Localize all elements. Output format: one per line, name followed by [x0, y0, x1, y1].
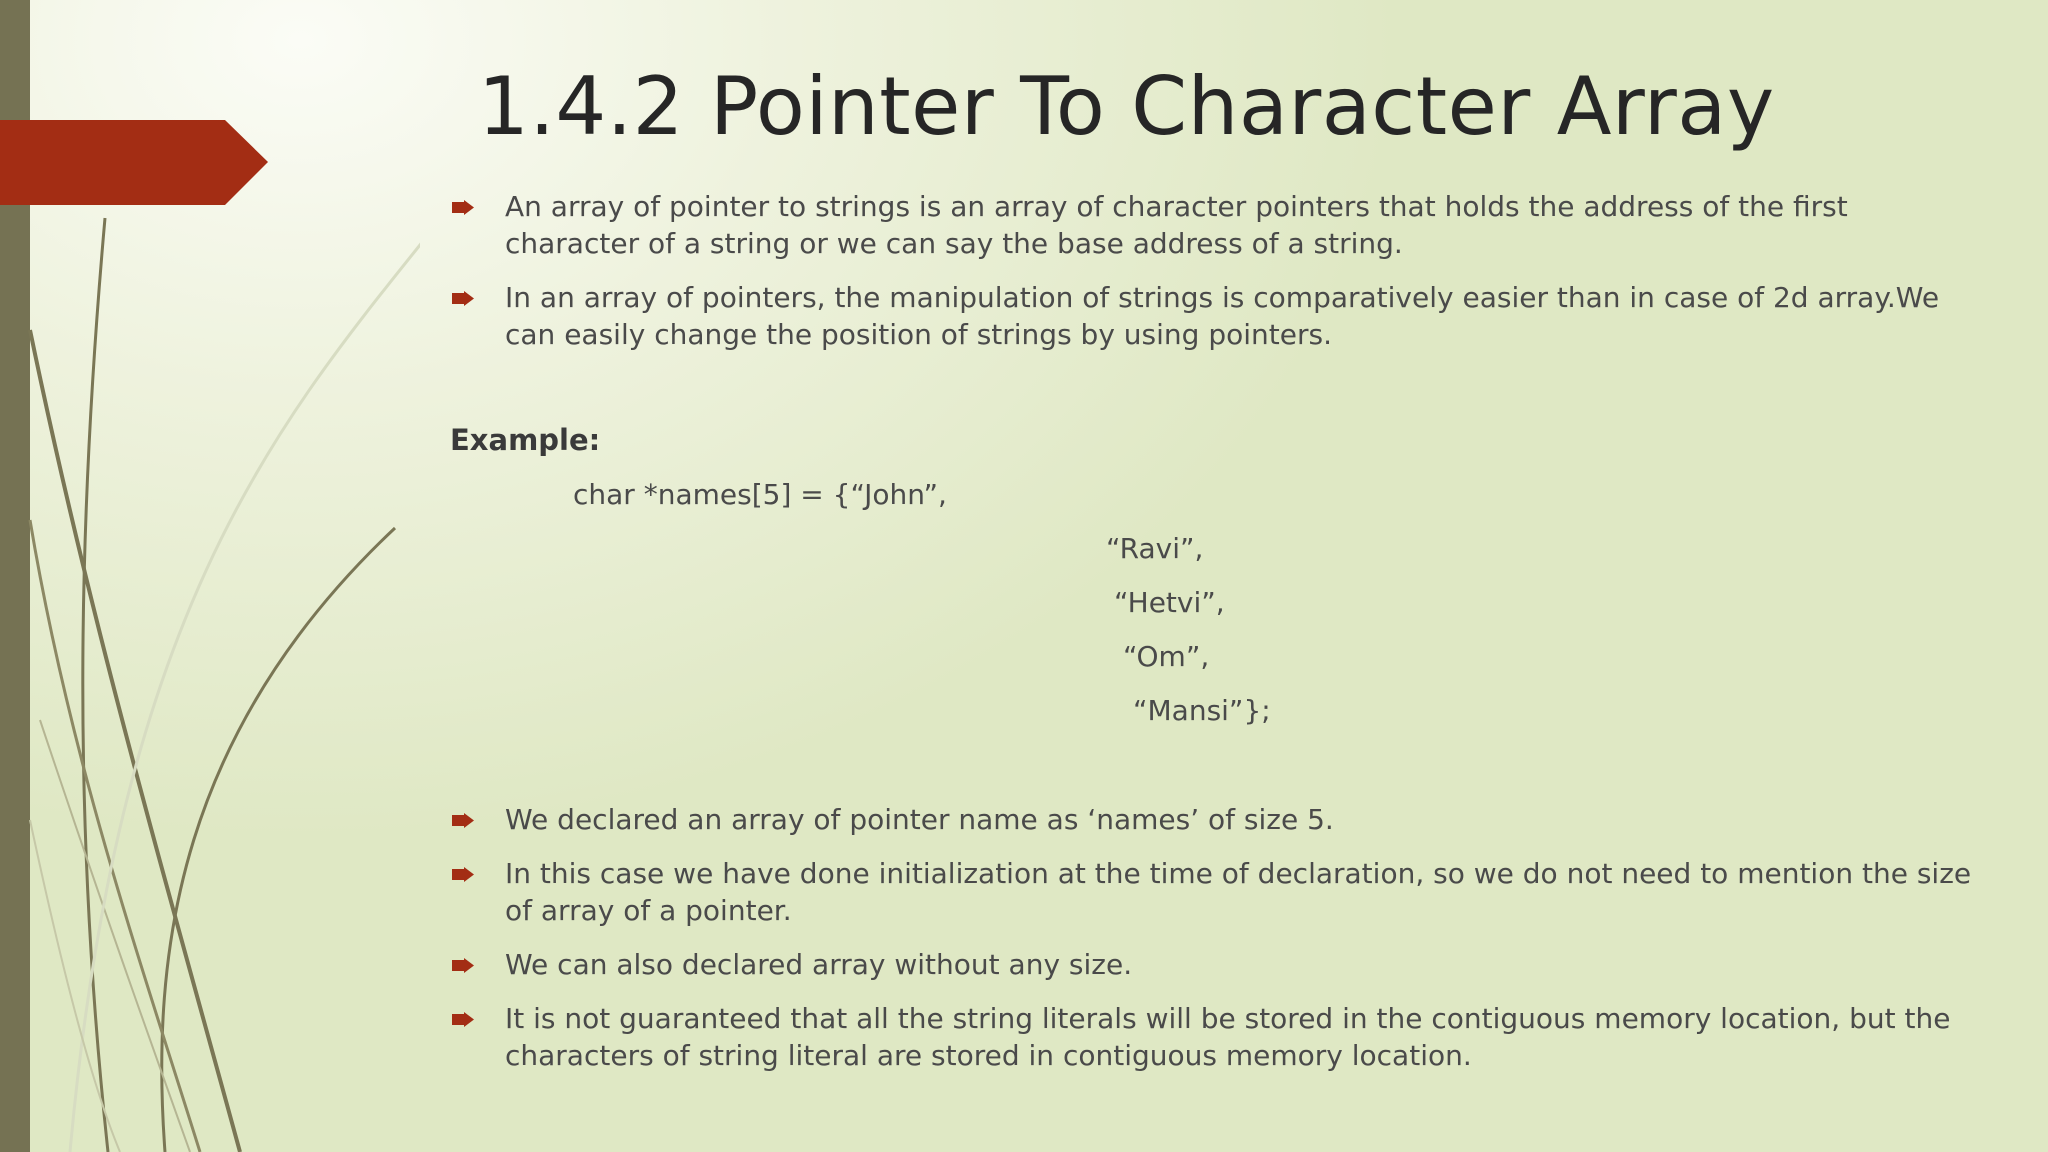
code-line: “Hetvi”,: [1114, 586, 1225, 619]
intro-bullet-list: [452, 188, 1972, 370]
arrow-bullet-icon: [452, 958, 474, 973]
list-item: [452, 946, 1972, 983]
bullet-text: It is not guaranteed that all the string literals will be stored in the contiguous memory location, but the characters of string literal are stored in contiguous memory location.: [505, 1002, 1951, 1072]
code-line: “Om”,: [1123, 640, 1210, 673]
bullet-text: An array of pointer to strings is an array of character pointers that holds the address of the first character of a string or we can say the base address of a string.: [505, 190, 1848, 260]
bullet-text: In an array of pointers, the manipulation of strings is comparatively easier than in case of 2d array.We can easily change the position of strings by using pointers.: [505, 281, 1940, 351]
slide-title: 1.4.2 Pointer To Character Array: [478, 60, 1775, 153]
example-label: Example:: [450, 423, 601, 457]
title-arrow-tab: [0, 120, 268, 205]
list-item: [452, 279, 1972, 353]
notes-bullet-list: [452, 801, 1972, 1091]
code-line: “Ravi”,: [1106, 532, 1204, 565]
bullet-text: We can also declared array without any size.: [505, 948, 1133, 981]
code-line: “Mansi”};: [1133, 694, 1271, 727]
list-item: [452, 188, 1972, 262]
bullet-text: We declared an array of pointer name as ‘names’ of size 5.: [505, 803, 1334, 836]
arrow-bullet-icon: [452, 200, 474, 215]
arrow-bullet-icon: [452, 867, 474, 882]
list-item: [452, 1000, 1972, 1074]
list-item: [452, 855, 1972, 929]
code-line: char *names[5] = {“John”,: [573, 478, 947, 511]
list-item: [452, 801, 1972, 838]
arrow-bullet-icon: [452, 291, 474, 306]
bullet-text: In this case we have done initialization at the time of declaration, so we do not need to mention the size of array of a pointer.: [505, 857, 1972, 927]
arrow-bullet-icon: [452, 1012, 474, 1027]
arrow-bullet-icon: [452, 813, 474, 828]
